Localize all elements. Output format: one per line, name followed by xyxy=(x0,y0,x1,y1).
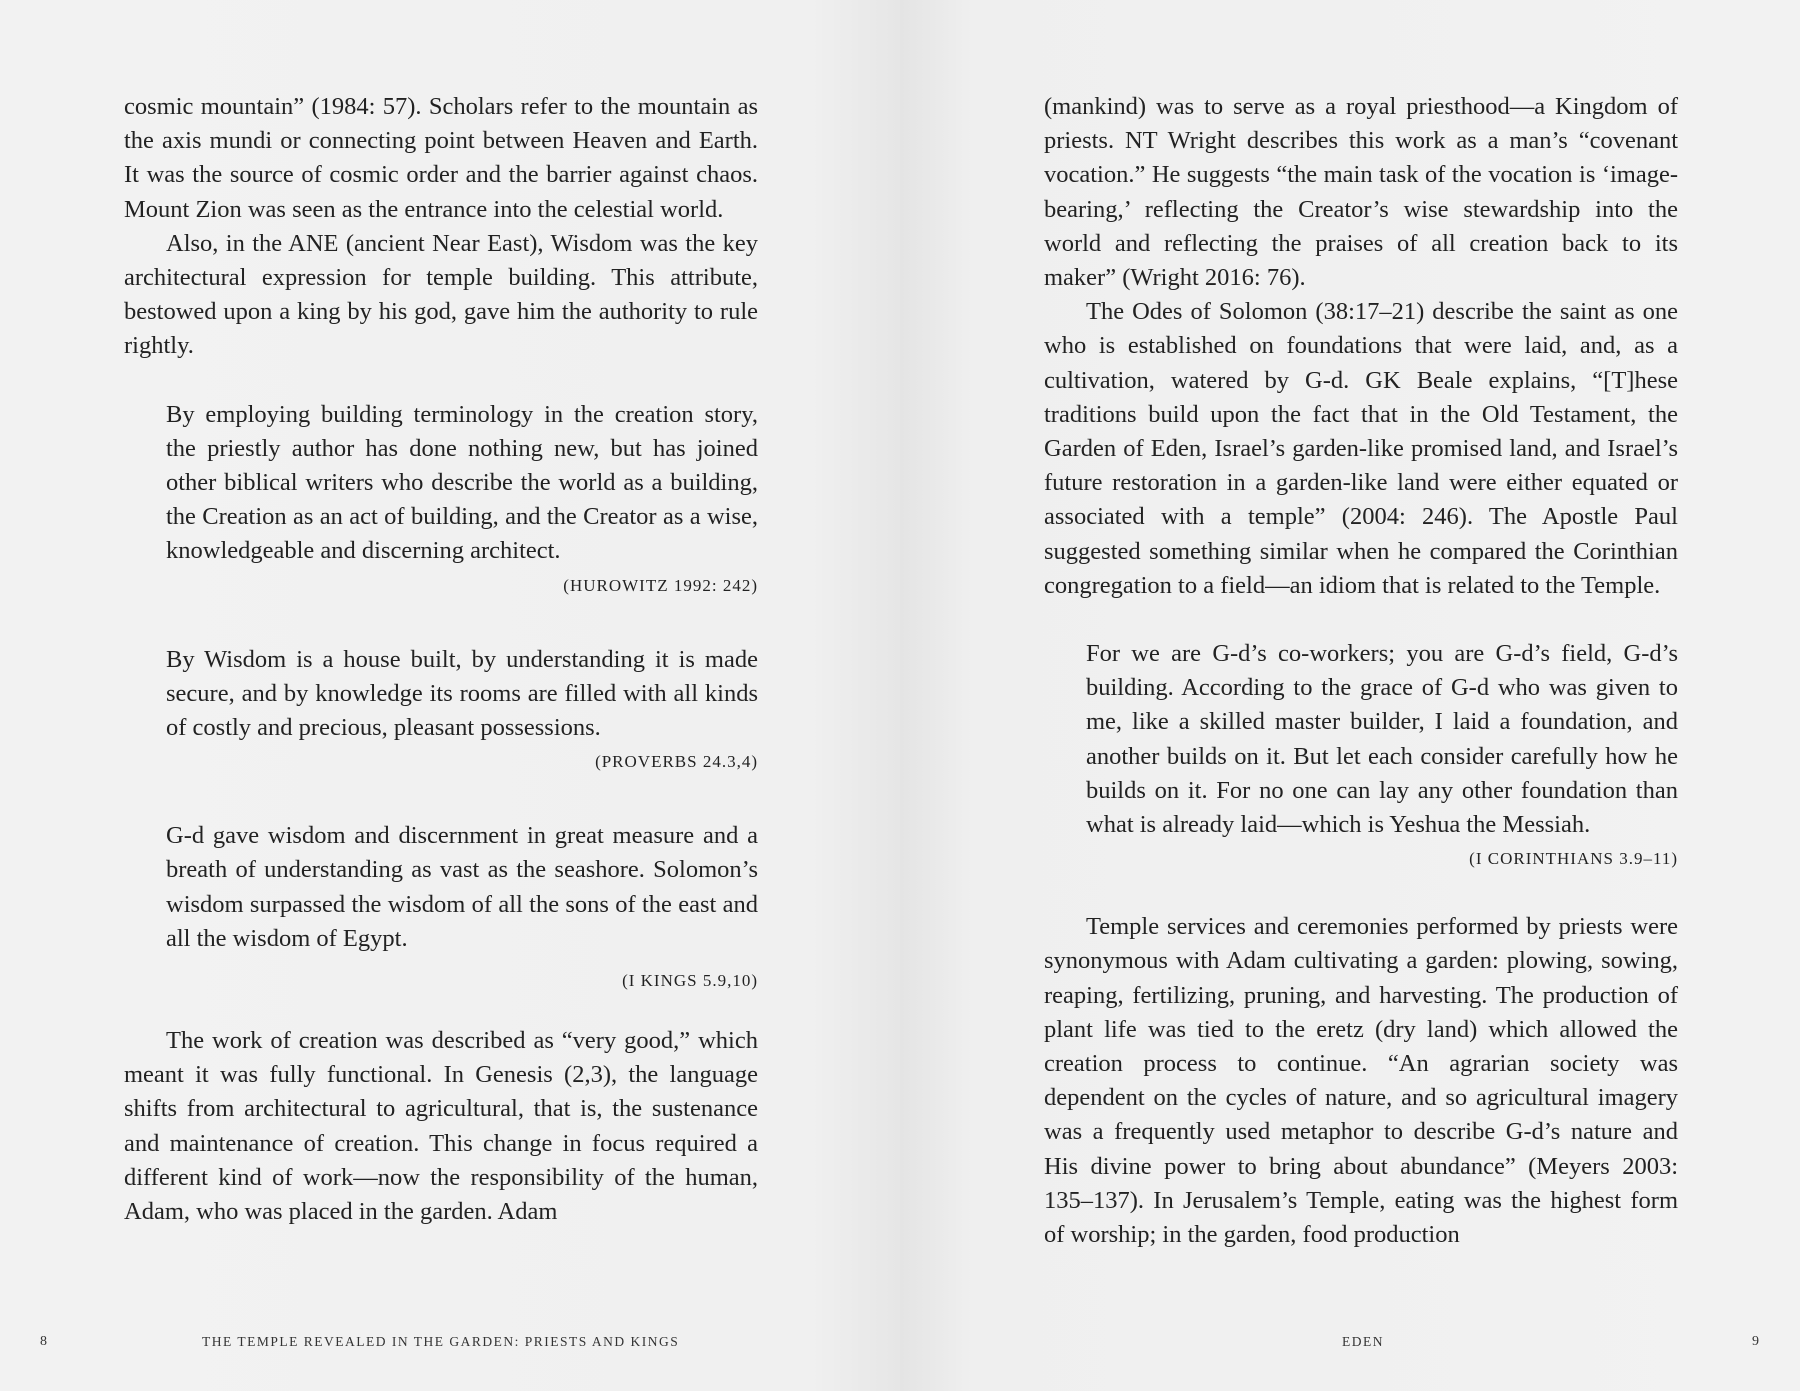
block-quote-text: For we are G-d’s co-workers; you are G-d’s field, G-d’s building. According to the grace of G-d who was given to me, like a skilled master builder, I laid a foundation, and another builds on it. But let each consider carefully how he builds on it. For no one can lay any other foundation than what is already laid—which is Yeshua the Messiah. xyxy=(1086,640,1678,839)
block-quote-text: By Wisdom is a house built, by understanding it is made secure, and by knowledge its rooms are filled with all kinds of costly and precious, pleasant possessions. xyxy=(166,645,758,742)
block-quote-corinthians xyxy=(1086,637,1678,876)
block-quote-proverbs xyxy=(166,643,758,780)
left-paragraph-3: The work of creation was described as “very good,” which meant it was fully functional. In Genesis (2,3), the language shifts from architectural to agricultural, that is, the sustenance and maintenance of creation. This change in focus required a different kind of work—now the responsibility of the human, Adam, who was placed in the garden. Adam xyxy=(124,1027,758,1226)
running-head-left: THE TEMPLE REVEALED IN THE GARDEN: PRIESTS AND KINGS xyxy=(202,1334,680,1349)
block-quote-kings xyxy=(166,819,758,998)
left-page-body xyxy=(124,90,758,1229)
running-head-right: EDEN xyxy=(1342,1334,1384,1349)
page-number-left: 8 xyxy=(40,1334,47,1349)
left-paragraph-1: cosmic mountain” (1984: 57). Scholars refer to the mountain as the axis mundi or connecting point between Heaven and Earth. It was the source of cosmic order and the barrier against chaos. Mount Zion was seen as the entrance into the celestial world. xyxy=(124,93,758,223)
right-page-body xyxy=(1044,90,1678,1252)
right-paragraph-1: (mankind) was to serve as a royal priesthood—a Kingdom of priests. NT Wright describes this work as a man’s “covenant vocation.” He suggests “the main task of the vocation is ‘image-bearing,’ reflecting the Creator’s wise stewardship into the world and reflecting the praises of all creation back to its maker” (Wright 2016: 76). xyxy=(1044,93,1678,292)
citation: (HUROWITZ 1992: 242) xyxy=(563,575,758,595)
right-paragraph-2: The Odes of Solomon (38:17–21) describe the saint as one who is established on foundations that were laid, and, as a cultivation, watered by G-d. GK Beale explains, “[T]hese traditions build upon the fact that in the Old Testament, the Garden of Eden, Israel’s garden-like promised land, and Israel’s future restoration in a garden-like land were either equated or associated with a temple” (2004: 246). The Apostle Paul suggested something similar when he compared the Corinthian congregation to a field—an idiom that is related to the Temple. xyxy=(1044,298,1678,599)
citation: (PROVERBS 24.3,4) xyxy=(595,752,758,772)
citation: (I CORINTHIANS 3.9–11) xyxy=(1469,849,1678,869)
left-paragraph-2: Also, in the ANE (ancient Near East), Wisdom was the key architectural expression for temple building. This attribute, bestowed upon a king by his god, gave him the authority to rule rightly. xyxy=(124,229,758,360)
citation: (I KINGS 5.9,10) xyxy=(622,971,758,991)
block-quote-text: G-d gave wisdom and discernment in great measure and a breath of understanding as vast as the seashore. Solomon’s wisdom surpassed the wisdom of all the sons of the east and all the wisdom of Egypt. xyxy=(166,822,758,952)
block-quote-text: By employing building terminology in the creation story, the priestly author has done nothing new, but has joined other biblical writers who describe the world as a building, the Creation as an act of building, and the Creator as a wise, knowledgeable and discerning architect. xyxy=(166,400,758,565)
page-number-right: 9 xyxy=(1752,1334,1759,1349)
block-quote-hurowitz xyxy=(166,398,758,603)
right-page xyxy=(900,0,1800,1391)
right-paragraph-3: Temple services and ceremonies performed by priests were synonymous with Adam cultivating a garden: plowing, sowing, reaping, fertilizing, pruning, and harvesting. The production of plant life was tied to the eretz (dry land) which allowed the creation process to continue. “An agrarian society was dependent on the cycles of nature, and so agricultural imagery was a frequently used metaphor to describe G-d’s nature and His divine power to bring about abundance” (Meyers 2003: 135–137). In Jerusalem’s Temple, eating was the highest form of worship; in the garden, food production xyxy=(1044,913,1678,1249)
